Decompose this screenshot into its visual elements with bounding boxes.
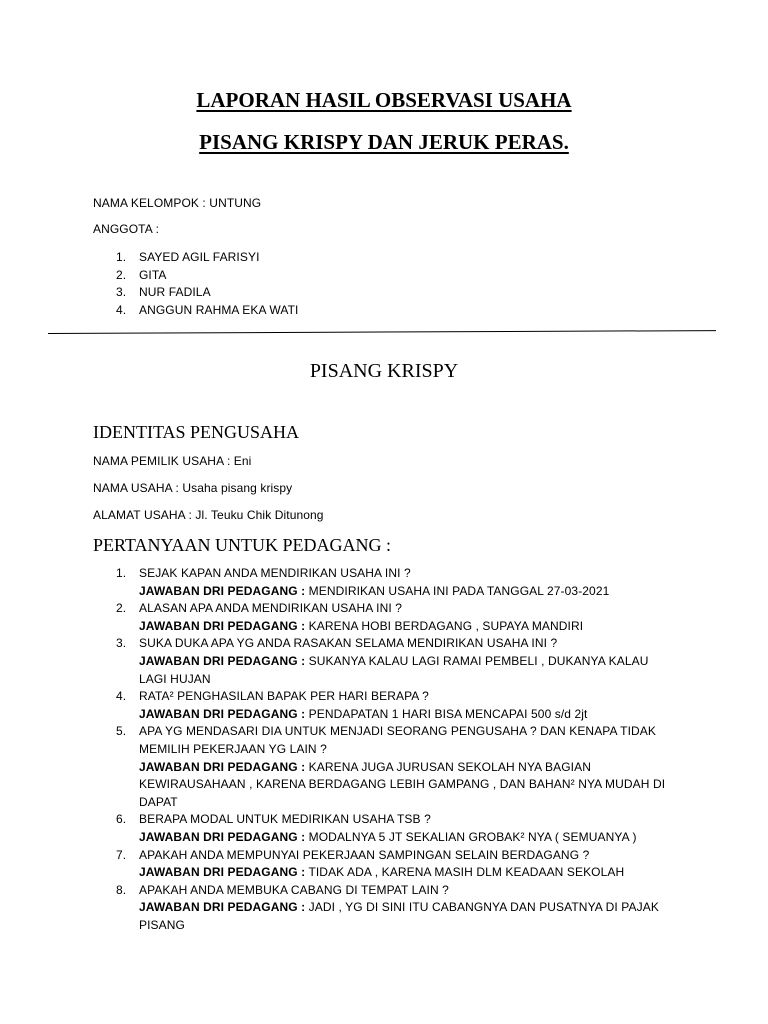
- question-text: SUKA DUKA APA YG ANDA RASAKAN SELAMA MENDIRIKAN USAHA INI ?: [139, 636, 558, 651]
- answer-value: JADI , YG DI SINI ITU CABANGNYA DAN PUSATNYA DI PAJAK PISANG: [139, 900, 659, 932]
- answer-label: JAWABAN DRI PEDAGANG :: [139, 618, 306, 633]
- answer-text: [139, 583, 676, 601]
- question-text: ALASAN APA ANDA MENDIRIKAN USAHA INI ?: [139, 601, 403, 616]
- list-number: 1.: [116, 250, 127, 264]
- list-item: [116, 635, 676, 688]
- answer-label: JAWABAN DRI PEDAGANG :: [139, 865, 306, 880]
- list-item: [116, 302, 298, 320]
- questions-heading: PERTANYAAN UNTUK PEDAGANG :: [93, 535, 391, 555]
- list-item: [116, 688, 676, 723]
- list-number: 2.: [116, 267, 127, 282]
- answer-label: JAWABAN DRI PEDAGANG :: [139, 706, 306, 721]
- members-label: ANGGOTA :: [93, 222, 160, 236]
- answer-text: [139, 706, 676, 724]
- list-item: [116, 600, 676, 635]
- report-title-line-1: LAPORAN HASIL OBSERVASI USAHA: [196, 88, 572, 112]
- list-number: 8.: [116, 882, 127, 897]
- list-item: [116, 249, 298, 267]
- list-number: 4.: [116, 302, 127, 317]
- answer-text: [139, 899, 676, 934]
- answer-label: JAWABAN DRI PEDAGANG :: [139, 583, 306, 598]
- answer-label: JAWABAN DRI PEDAGANG :: [139, 653, 306, 668]
- list-number: 7.: [116, 847, 127, 862]
- list-item: [116, 284, 298, 302]
- member-name: SAYED AGIL FARISYI: [139, 250, 260, 264]
- list-number: 4.: [116, 689, 127, 704]
- answer-text: [139, 653, 676, 688]
- member-list: [116, 249, 298, 319]
- answer-text: [139, 864, 676, 882]
- answer-text: [139, 618, 676, 636]
- list-item: [116, 267, 298, 285]
- list-number: 1.: [116, 566, 127, 580]
- list-item: [116, 847, 676, 882]
- answer-label: JAWABAN DRI PEDAGANG :: [139, 829, 306, 844]
- section-divider: [48, 330, 716, 334]
- answer-label: JAWABAN DRI PEDAGANG :: [139, 759, 306, 774]
- interview-list: [116, 565, 676, 934]
- question-text: APAKAH ANDA MEMPUNYAI PEKERJAAN SAMPINGAN SELAIN BERDAGANG ?: [139, 847, 590, 862]
- question-text: RATA² PENGHASILAN BAPAK PER HARI BERAPA ?: [139, 689, 429, 704]
- identity-heading: IDENTITAS PENGUSAHA: [93, 422, 300, 442]
- section-title: PISANG KRISPY: [309, 360, 459, 382]
- list-number: 5.: [116, 724, 127, 739]
- list-item: [116, 565, 676, 600]
- group-name: NAMA KELOMPOK : UNTUNG: [93, 196, 262, 210]
- business-name: NAMA USAHA : Usaha pisang krispy: [93, 481, 293, 495]
- answer-text: [139, 829, 676, 847]
- question-text: BERAPA MODAL UNTUK MEDIRIKAN USAHA TSB ?: [139, 812, 431, 827]
- list-item: [116, 882, 676, 935]
- member-name: GITA: [139, 267, 167, 282]
- question-text: APA YG MENDASARI DIA UNTUK MENJADI SEORANG PENGUSAHA ? DAN KENAPA TIDAK MEMILIH PEKERJAAN YG LAIN ?: [139, 724, 657, 756]
- question-text: APAKAH ANDA MEMBUKA CABANG DI TEMPAT LAIN ?: [139, 882, 449, 897]
- list-number: 3.: [116, 636, 127, 651]
- list-item: [116, 811, 676, 846]
- list-item: [116, 723, 676, 811]
- list-number: 6.: [116, 812, 127, 827]
- list-number: 3.: [116, 285, 127, 300]
- report-title-line-2: PISANG KRISPY DAN JERUK PERAS.: [199, 130, 569, 154]
- answer-value: TIDAK ADA , KARENA MASIH DLM KEADAAN SEKOLAH: [308, 865, 625, 880]
- member-name: NUR FADILA: [139, 285, 211, 300]
- question-text: SEJAK KAPAN ANDA MENDIRIKAN USAHA INI ?: [139, 566, 411, 580]
- answer-value: KARENA JUGA JURUSAN SEKOLAH NYA BAGIAN KEWIRAUSAHAAN , KARENA BERDAGANG LEBIH GAMPANG , DAN BAHAN² NYA MUDAH DI DAPAT: [139, 759, 666, 809]
- owner-name: NAMA PEMILIK USAHA : Eni: [93, 454, 252, 468]
- answer-label: JAWABAN DRI PEDAGANG :: [139, 900, 306, 915]
- answer-value: SUKANYA KALAU LAGI RAMAI PEMBELI , DUKANYA KALAU LAGI HUJAN: [139, 653, 649, 686]
- answer-value: MENDIRIKAN USAHA INI PADA TANGGAL 27-03-2021: [308, 583, 610, 598]
- list-number: 2.: [116, 601, 127, 616]
- business-address: ALAMAT USAHA : Jl. Teuku Chik Ditunong: [93, 508, 324, 522]
- member-name: ANGGUN RAHMA EKA WATI: [139, 302, 299, 317]
- answer-value: MODALNYA 5 JT SEKALIAN GROBAK² NYA ( SEMUANYA ): [308, 829, 637, 844]
- answer-value: KARENA HOBI BERDAGANG , SUPAYA MANDIRI: [308, 618, 584, 633]
- answer-text: [139, 759, 676, 812]
- answer-value: PENDAPATAN 1 HARI BISA MENCAPAI 500 s/d 2jt: [308, 706, 588, 721]
